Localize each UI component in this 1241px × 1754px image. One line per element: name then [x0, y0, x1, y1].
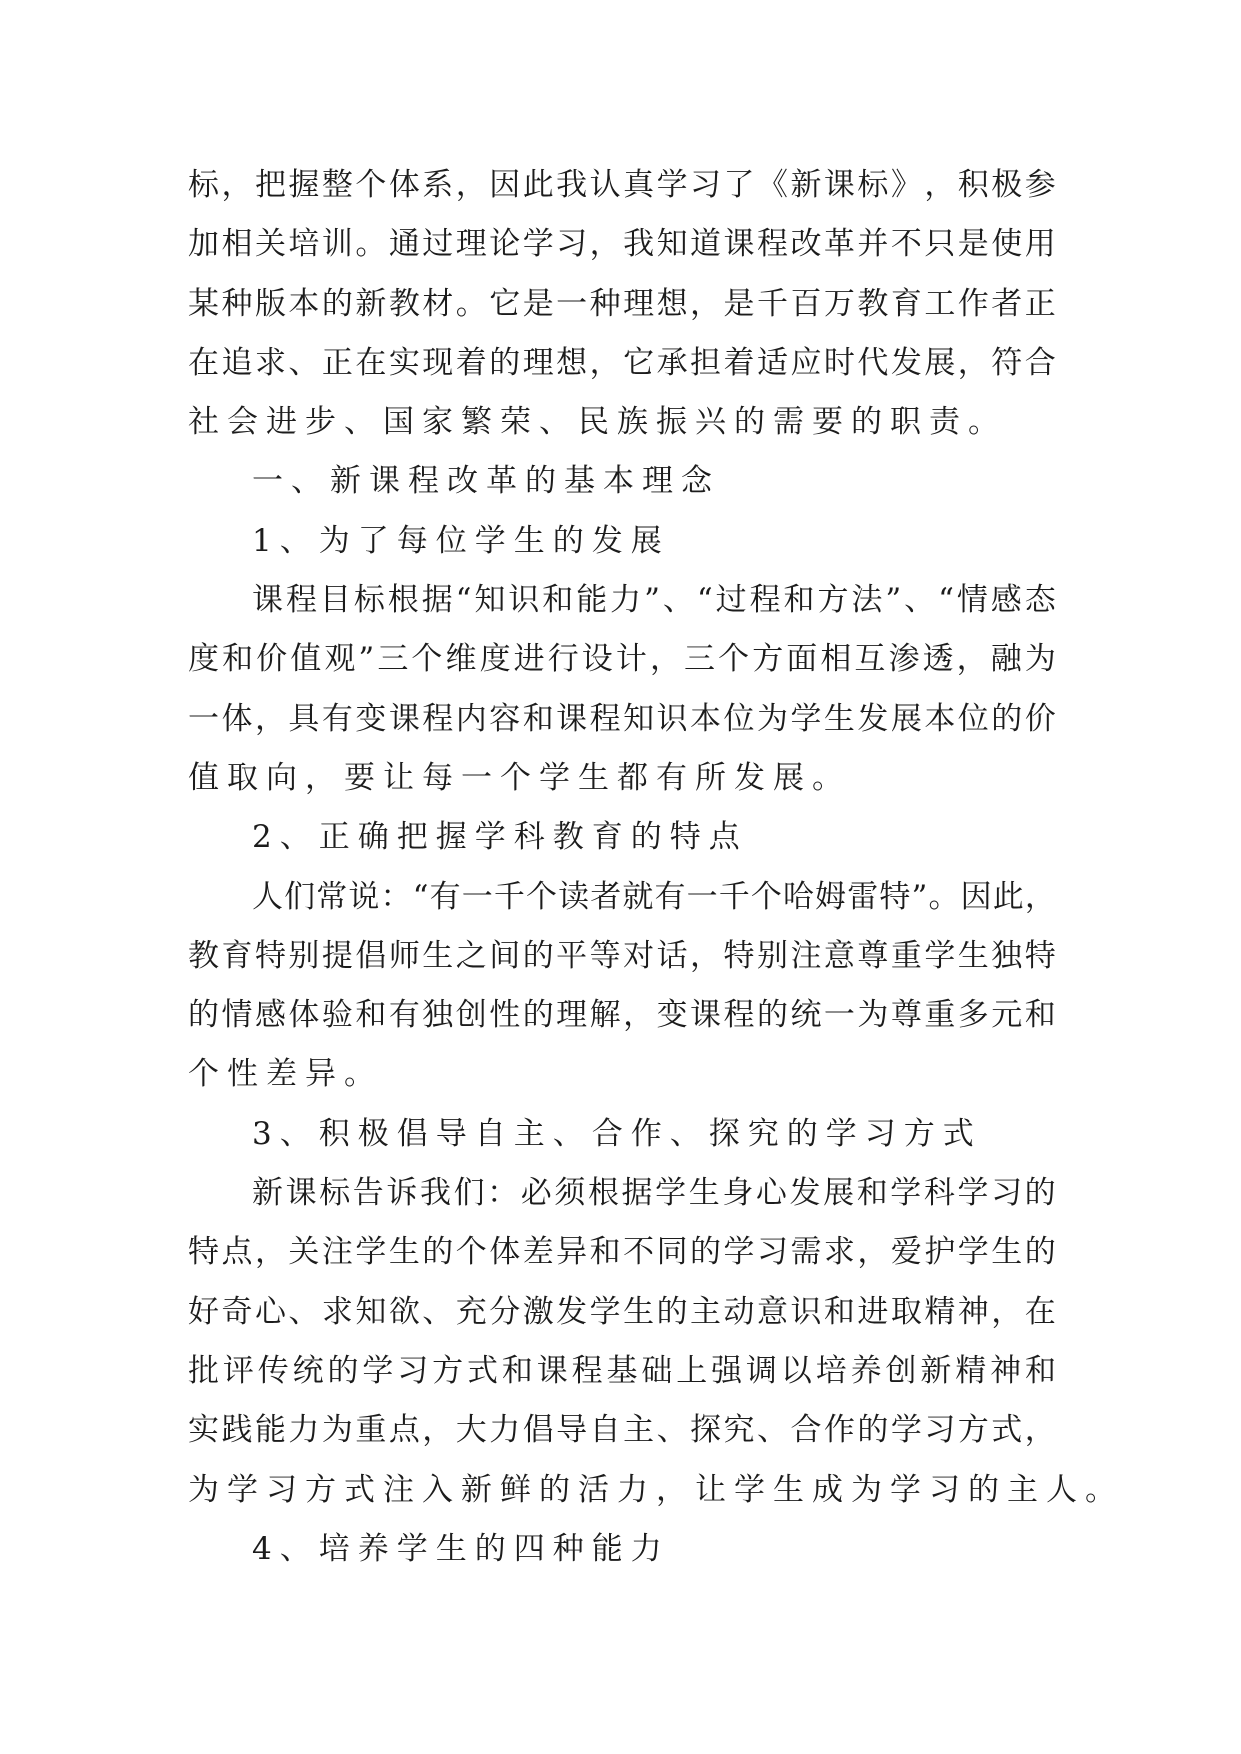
- text-line: 加 相 关 培 训 。 通 过 理 论 学 习 ， 我 知 道 课 程 改 革 并 不 只 是 使 用: [188, 226, 1056, 263]
- text-line: 标 ， 把 握 整 个 体 系 ， 因 此 我 认 真 学 习 了 《 新 课 标 》 ， 积 极 参: [188, 167, 1056, 203]
- paragraph: [188, 1164, 1124, 1520]
- text-line: 新 课 标 告 诉 我 们 ： 必 须 根 据 学 生 身 心 发 展 和 学 科 学 习 的: [252, 1175, 1056, 1212]
- text-line: 3、积极倡导自主、合作、探究的学习方式: [252, 1115, 982, 1152]
- text-line: 人 们 常 说 ： “ 有 一 千 个 读 者 就 有 一 千 个 哈 姆 雷 特 ” 。 因 此 ，: [252, 878, 1056, 915]
- section-heading: [188, 808, 1056, 867]
- text-line: 一、新课程改革的基本理念: [252, 463, 720, 500]
- paragraph: [188, 571, 1056, 808]
- text-line: 在 追 求 、 正 在 实 现 着 的 理 想 ， 它 承 担 着 适 应 时 代 发 展 ， 符 合: [188, 344, 1056, 381]
- text-line: 某 种 版 本 的 新 教 材 。 它 是 一 种 理 想 ， 是 千 百 万 教 育 工 作 者 正: [188, 285, 1056, 322]
- text-line: 2、正确把握学科教育的特点: [252, 819, 748, 856]
- text-line: 特 点 ， 关 注 学 生 的 个 体 差 异 和 不 同 的 学 习 需 求 ， 爱 护 学 生 的: [188, 1234, 1056, 1271]
- text-line: 批 评 传 统 的 学 习 方 式 和 课 程 基 础 上 强 调 以 培 养 创 新 精 神 和: [188, 1352, 1056, 1389]
- section-heading: [188, 452, 1056, 511]
- text-line: 1、为了每位学生的发展: [252, 522, 670, 559]
- text-line: 值取向，要让每一个学生都有所发展。: [188, 759, 851, 796]
- text-line: 个性差异。: [188, 1056, 383, 1093]
- text-line: 好 奇 心 、 求 知 欲 、 充 分 激 发 学 生 的 主 动 意 识 和 进 取 精 神 ， 在: [188, 1293, 1056, 1330]
- document-body: [188, 156, 1124, 1579]
- paragraph: [188, 156, 1056, 452]
- section-heading: [188, 512, 1056, 571]
- paragraph: [188, 868, 1056, 1105]
- text-line: 4、培养学生的四种能力: [252, 1530, 670, 1567]
- text-line: 的 情 感 体 验 和 有 独 创 性 的 理 解 ， 变 课 程 的 统 一 为 尊 重 多 元 和: [188, 997, 1056, 1034]
- text-line: 实 践 能 力 为 重 点 ， 大 力 倡 导 自 主 、 探 究 、 合 作 的 学 习 方 式 ，: [188, 1412, 1056, 1449]
- section-heading: [188, 1520, 1056, 1579]
- section-heading: [188, 1105, 1056, 1164]
- text-line: 课 程 目 标 根 据 “ 知 识 和 能 力 ” 、 “ 过 程 和 方 法 ” 、 “ 情 感 态: [252, 582, 1056, 619]
- text-line: 教 育 特 别 提 倡 师 生 之 间 的 平 等 对 话 ， 特 别 注 意 尊 重 学 生 独 特: [188, 937, 1056, 974]
- text-line: 社会进步、国家繁荣、民族振兴的需要的职责。: [188, 404, 1007, 441]
- text-line: 一 体 ， 具 有 变 课 程 内 容 和 课 程 知 识 本 位 为 学 生 发 展 本 位 的 价: [188, 700, 1056, 737]
- text-line: 为学习方式注入新鲜的活力，让学生成为学习的主人。: [188, 1471, 1124, 1508]
- text-line: 度 和 价 值 观 ” 三 个 维 度 进 行 设 计 ， 三 个 方 面 相 互 渗 透 ， 融 为: [188, 641, 1056, 678]
